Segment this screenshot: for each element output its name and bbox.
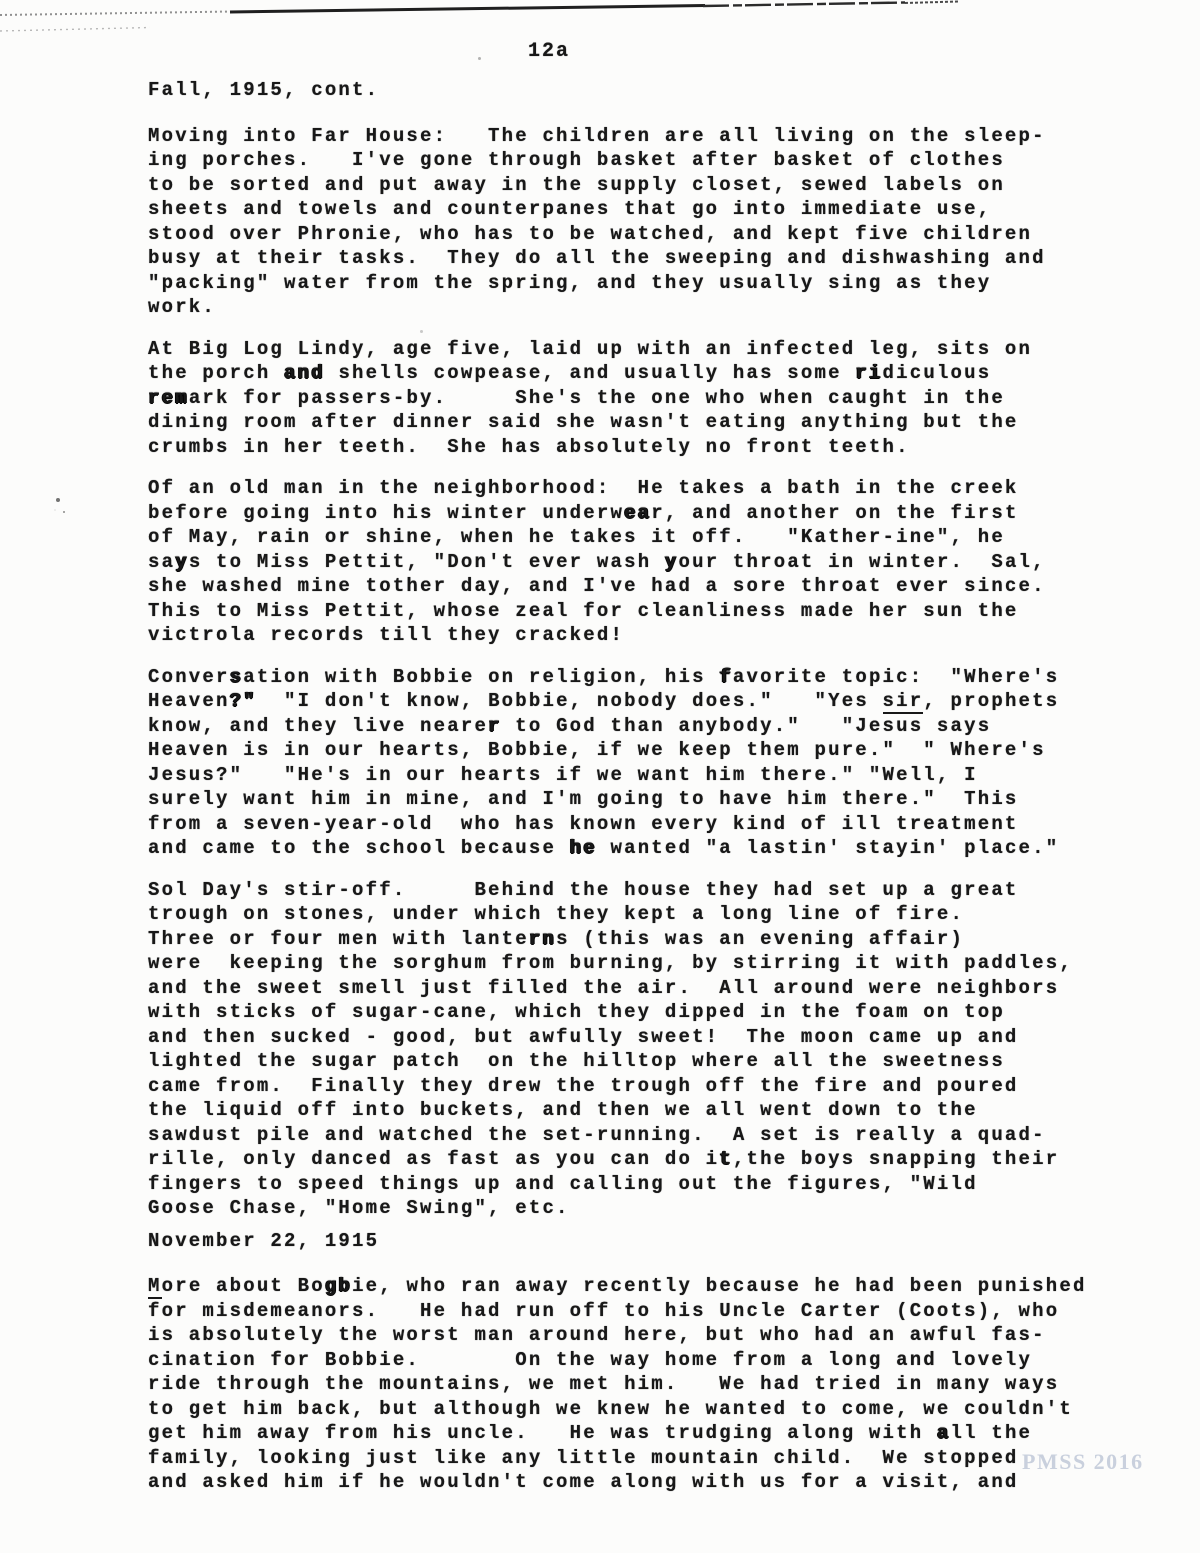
text-line: and came to the school because he wanted "a lastin' stayin' place." [148, 837, 1060, 859]
text-line: stood over Phronie, who has to be watched, and kept five children [148, 222, 1033, 245]
overstruck-text: rn [528, 927, 557, 950]
paragraph [148, 476, 1087, 648]
underlined-text: sir [882, 690, 924, 712]
text-line: ing porches. I've gone through basket after basket of clothes [148, 149, 1005, 171]
date-heading [148, 1229, 1087, 1254]
document-body [148, 78, 1087, 1495]
text-line: is absolutely the worst man around here, but who had an awful fas- [148, 1324, 1046, 1346]
text-line: busy at their tasks. They do all the sweeping and dishwashing and [148, 247, 1046, 269]
overstruck-text: gb [324, 1275, 353, 1297]
overstruck-text: y [664, 550, 679, 573]
paragraph [148, 1274, 1087, 1495]
text-line: "packing" water from the spring, and they usually sing as they [148, 271, 992, 294]
overstruck-text: ea [624, 501, 652, 524]
text-line: the liquid off into buckets, and then we all went down to the [148, 1099, 978, 1121]
text-line: This to Miss Pettit, whose zeal for cleanliness made her sun the [148, 599, 1019, 622]
overstruck-text: and [284, 362, 325, 384]
text-line: with sticks of sugar-cane, which they dipped in the foam on top [148, 1001, 1005, 1023]
text-line: Fall, 1915, cont. [148, 79, 380, 101]
underlined-text: M [148, 1275, 162, 1297]
text-line: surely want him in mine, and I'm going to have him there." This [148, 788, 1019, 810]
text-line: victrola records till they cracked! [148, 624, 625, 646]
text-line: rille, only danced as fast as you can do it,the boys snapping their [148, 1148, 1060, 1170]
overstruck-text: r [488, 714, 502, 737]
text-line: cination for Bobbie. On the way home from a long and lovely [148, 1348, 1033, 1371]
text-line: Conversation with Bobbie on religion, his favorite topic: "Where's [148, 665, 1060, 688]
text-line: crumbs in her teeth. She has absolutely no front teeth. [148, 435, 910, 458]
archive-watermark: PMSS 2016 [1022, 1449, 1144, 1474]
text-line: Heaven?" "I don't know, Bobbie, nobody does." "Yes sir, prophets [148, 690, 1060, 712]
paragraph [148, 337, 1087, 460]
overstruck-text: a [936, 1422, 951, 1444]
text-line: lighted the sugar patch on the hilltop where all the sweetness [148, 1050, 1005, 1072]
text-line: Three or four men with lanterns (this was an evening affair) [148, 927, 965, 950]
page-number: 12a [528, 40, 571, 63]
text-line: get him away from his uncle. He was trudging along with all the [148, 1422, 1033, 1444]
paragraph [148, 878, 1087, 1221]
text-line: to be sorted and put away in the supply closet, sewed labels on [148, 173, 1005, 196]
overstruck-text: y [175, 550, 189, 573]
text-line: remark for passers-by. She's the one who when caught in the [148, 386, 1005, 409]
ink-speck [56, 498, 60, 502]
text-line: she washed mine tother day, and I've had a sore throat ever since. [148, 575, 1046, 597]
text-line: know, and they live nearer to God than anybody." "Jesus says [148, 714, 992, 737]
text-line: family, looking just like any little mountain child. We stopped [148, 1446, 1019, 1469]
date-heading [148, 78, 1087, 103]
text-line: Jesus?" "He's in our hearts if we want him there." "Well, I [148, 763, 978, 786]
text-line: Goose Chase, "Home Swing", etc. [148, 1197, 570, 1219]
text-line: fingers to speed things up and calling out the figures, "Wild [148, 1172, 978, 1195]
text-line: ride through the mountains, we met him. We had tried in many ways [148, 1373, 1060, 1395]
text-line: and the sweet smell just filled the air. All around were neighbors [148, 976, 1060, 999]
text-line: dining room after dinner said she wasn't eating anything but the [148, 411, 1019, 433]
paragraph [148, 124, 1087, 320]
text-line: More about Bogbie, who ran away recently because he had been punished [148, 1275, 1087, 1297]
text-line: Sol Day's stir-off. Behind the house they had set up a great [148, 878, 1019, 901]
text-line: sheets and towels and counterpanes that go into immediate use, [148, 198, 992, 220]
overstruck-text: f [719, 665, 733, 688]
text-line: from a seven-year-old who has known every kind of ill treatment [148, 812, 1019, 835]
text-line: November 22, 1915 [148, 1229, 380, 1252]
scan-edge-artifact [0, 0, 1200, 36]
text-line: work. [148, 296, 217, 318]
text-line: before going into his winter underwear, and another on the first [148, 501, 1019, 524]
text-line: to get him back, but although we knew he wanted to come, we couldn't [148, 1397, 1073, 1420]
text-line: came from. Finally they drew the trough off the fire and poured [148, 1074, 1019, 1097]
text-line: Moving into Far House: The children are all living on the sleep- [148, 124, 1046, 147]
overstruck-text: rem [148, 386, 189, 409]
ink-speck [478, 57, 481, 60]
text-line: At Big Log Lindy, age five, laid up with an infected leg, sits on [148, 337, 1033, 360]
text-line: trough on stones, under which they kept a long line of fire. [148, 903, 965, 925]
text-line: sawdust pile and watched the set-running. A set is really a quad- [148, 1123, 1046, 1146]
text-line: and then sucked - good, but awfully sweet! The moon came up and [148, 1025, 1019, 1048]
text-line: says to Miss Pettit, "Don't ever wash your throat in winter. Sal, [148, 550, 1046, 573]
overstruck-text: ri [855, 362, 883, 384]
text-line: for misdemeanors. He had run off to his Uncle Carter (Coots), who [148, 1299, 1060, 1322]
overstruck-text: s [229, 665, 244, 688]
text-line: and asked him if he wouldn't come along with us for a visit, and [148, 1471, 1019, 1493]
text-line: the porch and shells cowpease, and usually has some ridiculous [148, 362, 992, 384]
text-line: of May, rain or shine, when he takes it off. "Kather-ine", he [148, 526, 1005, 548]
overstruck-text: ?" [229, 690, 257, 712]
overstruck-text: he [569, 837, 597, 859]
text-line: Heaven is in our hearts, Bobbie, if we keep them pure." " Where's [148, 739, 1046, 761]
overstruck-text: t [719, 1148, 733, 1170]
text-line: were keeping the sorghum from burning, by stirring it with paddles, [148, 952, 1073, 974]
text-line: Of an old man in the neighborhood: He takes a bath in the creek [148, 477, 1019, 499]
paragraph [148, 665, 1087, 861]
